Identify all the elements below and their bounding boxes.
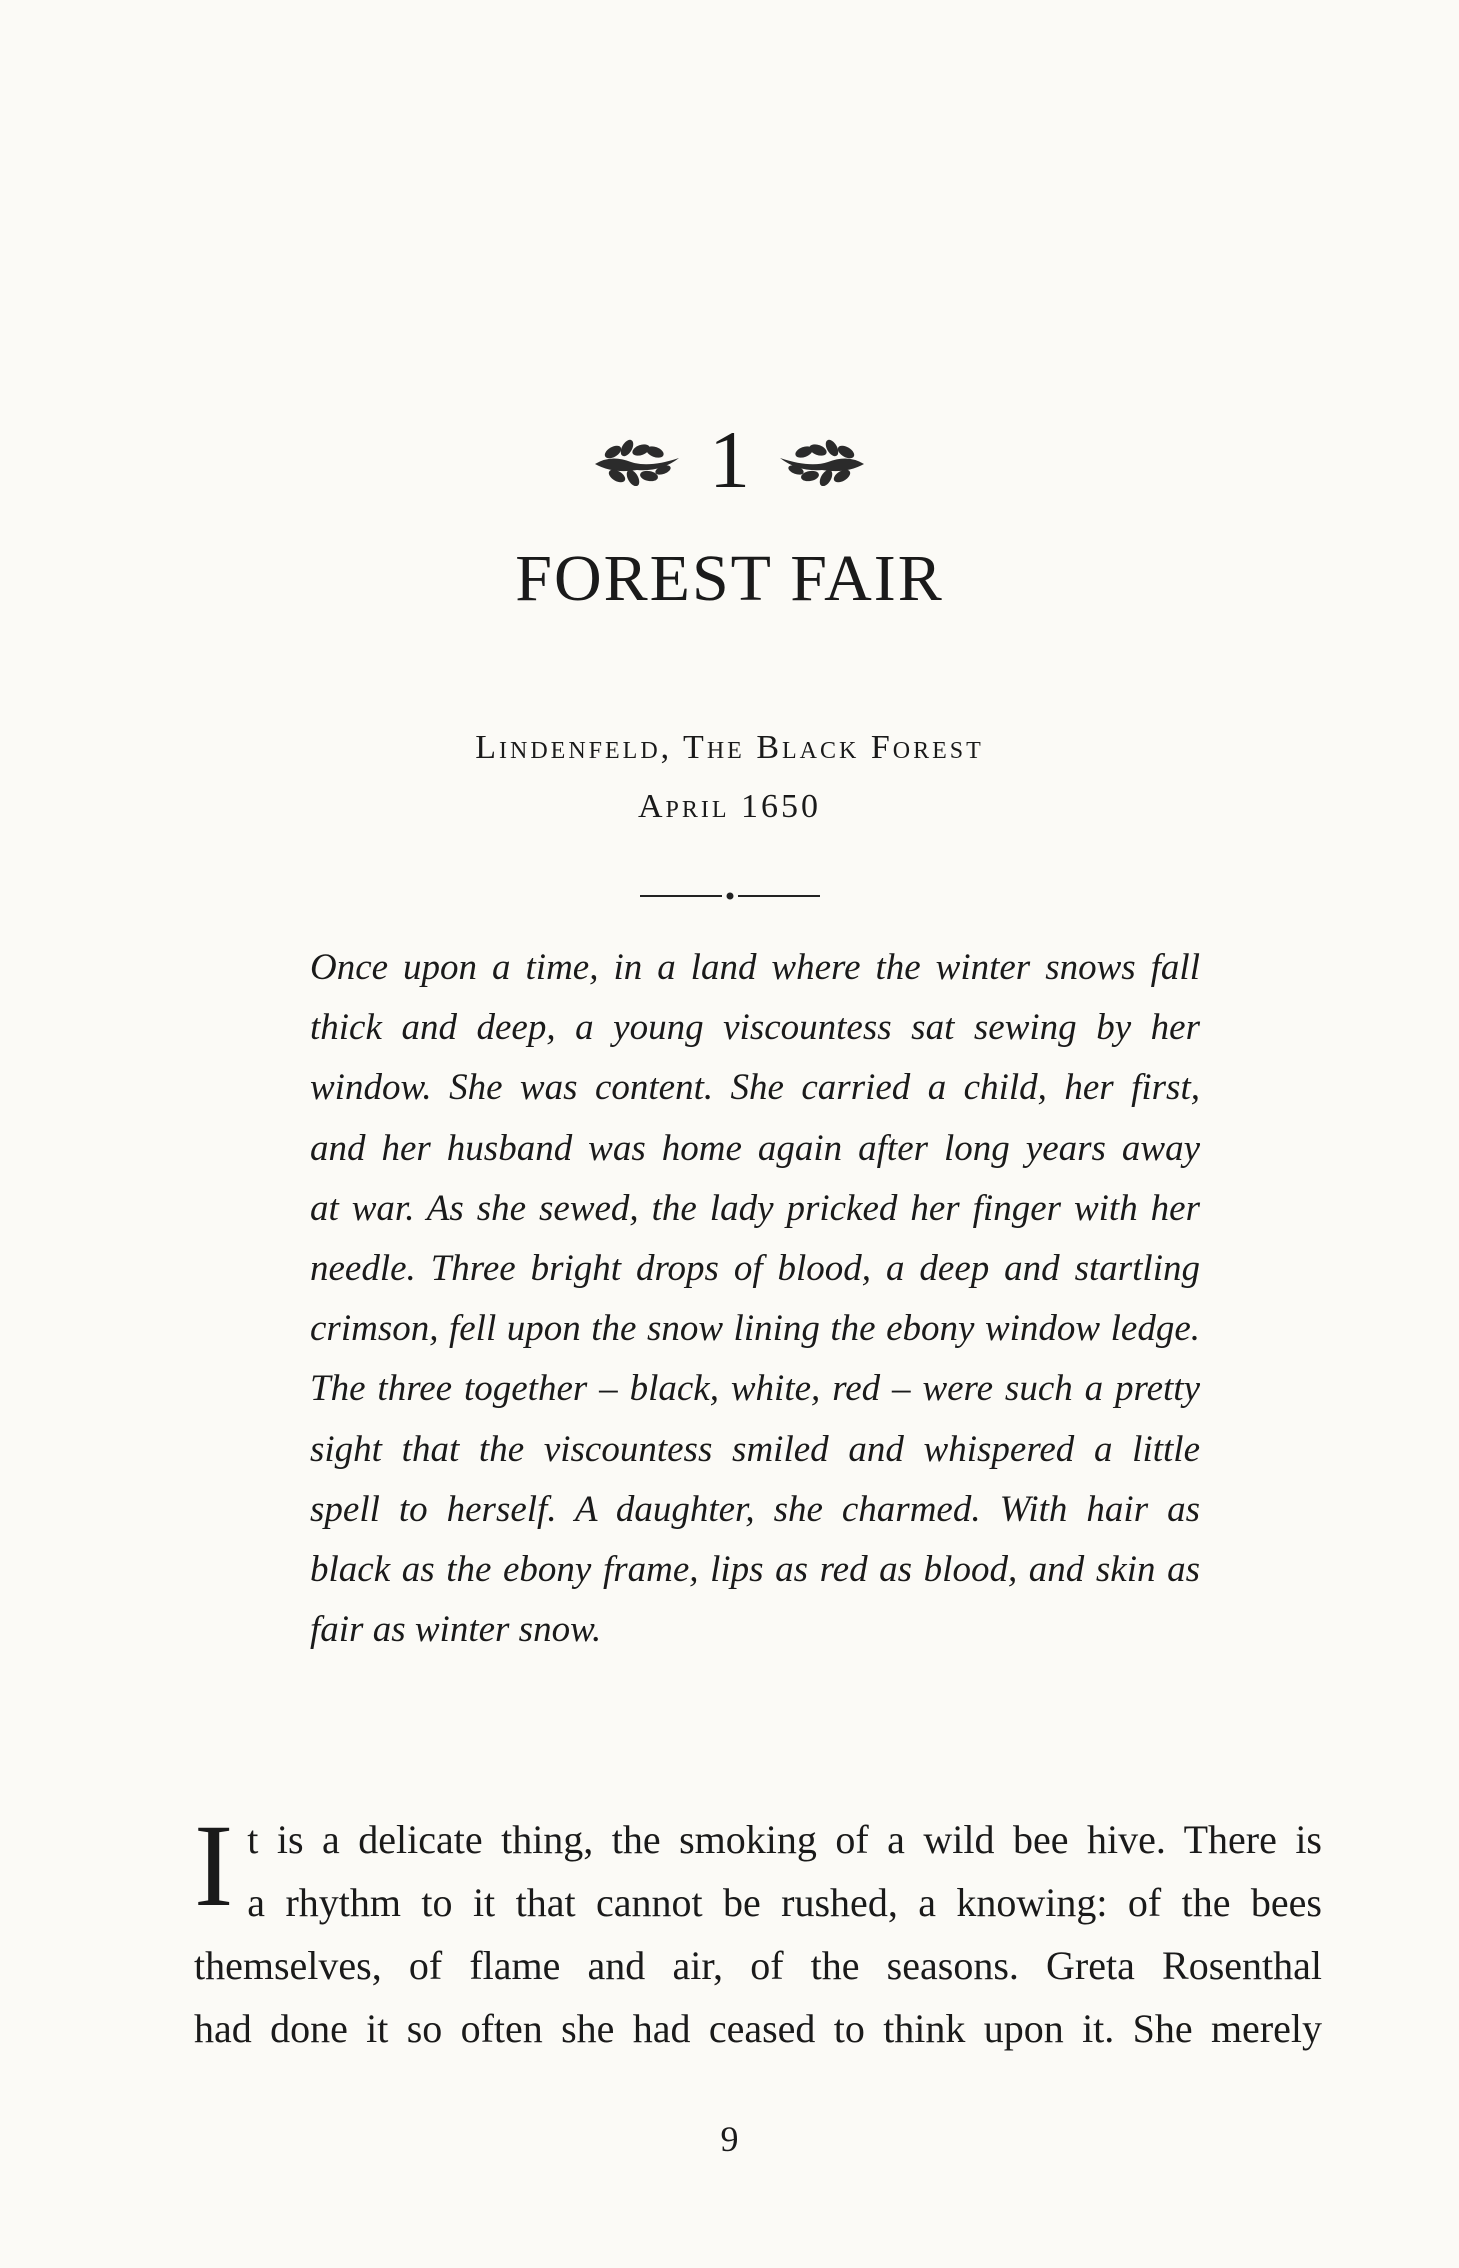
epigraph-line: The three together – black, white, red – were such a pretty	[310, 1368, 1200, 1410]
epigraph-line: crimson, fell upon the snow lining the ebony window ledge.	[310, 1308, 1200, 1350]
epigraph-line: needle. Three bright drops of blood, a deep and startling	[310, 1248, 1200, 1290]
chapter-title: FOREST FAIR	[515, 542, 944, 615]
body-line: a rhythm to it that cannot be rushed, a knowing: of the bees	[247, 1880, 1322, 1925]
epigraph-line: sight that the viscountess smiled and whispered a little	[310, 1428, 1200, 1470]
epigraph-line: fair as winter snow.	[310, 1609, 602, 1651]
body-text	[194, 1800, 1322, 2060]
section-divider	[640, 888, 820, 898]
epigraph-line: window. She was content. She carried a child, her first,	[310, 1067, 1200, 1109]
epigraph-line: black as the ebony frame, lips as red as blood, and skin as	[310, 1549, 1200, 1591]
chapter-heading	[0, 410, 1459, 898]
chapter-date: April 1650	[637, 787, 822, 825]
body-line: themselves, of flame and air, of the seasons. Greta Rosenthal	[194, 1943, 1322, 1988]
epigraph-line: at war. As she sewed, the lady pricked her finger with her	[310, 1187, 1200, 1229]
epigraph-line: and her husband was home again after long years away	[310, 1127, 1200, 1169]
body-line: had done it so often she had ceased to think upon it. She merely	[194, 2006, 1322, 2051]
leaf-ornament-icon	[776, 434, 868, 486]
epigraph	[310, 938, 1200, 1660]
epigraph-line: Once upon a time, in a land where the winter snows fall	[310, 947, 1200, 988]
page-number: 9	[720, 2119, 739, 2159]
body-line: t is a delicate thing, the smoking of a wild bee hive. There is	[247, 1817, 1322, 1862]
epigraph-line: spell to herself. A daughter, she charmed. With hair as	[310, 1488, 1200, 1530]
chapter-location: Lindenfeld, The Black Forest	[475, 729, 984, 766]
chapter-number-row	[0, 410, 1459, 510]
drop-cap: I	[194, 1800, 234, 1931]
epigraph-line: thick and deep, a young viscountess sat sewing by her	[310, 1007, 1200, 1049]
leaf-ornament-icon	[591, 434, 683, 486]
chapter-number: 1	[709, 414, 750, 505]
